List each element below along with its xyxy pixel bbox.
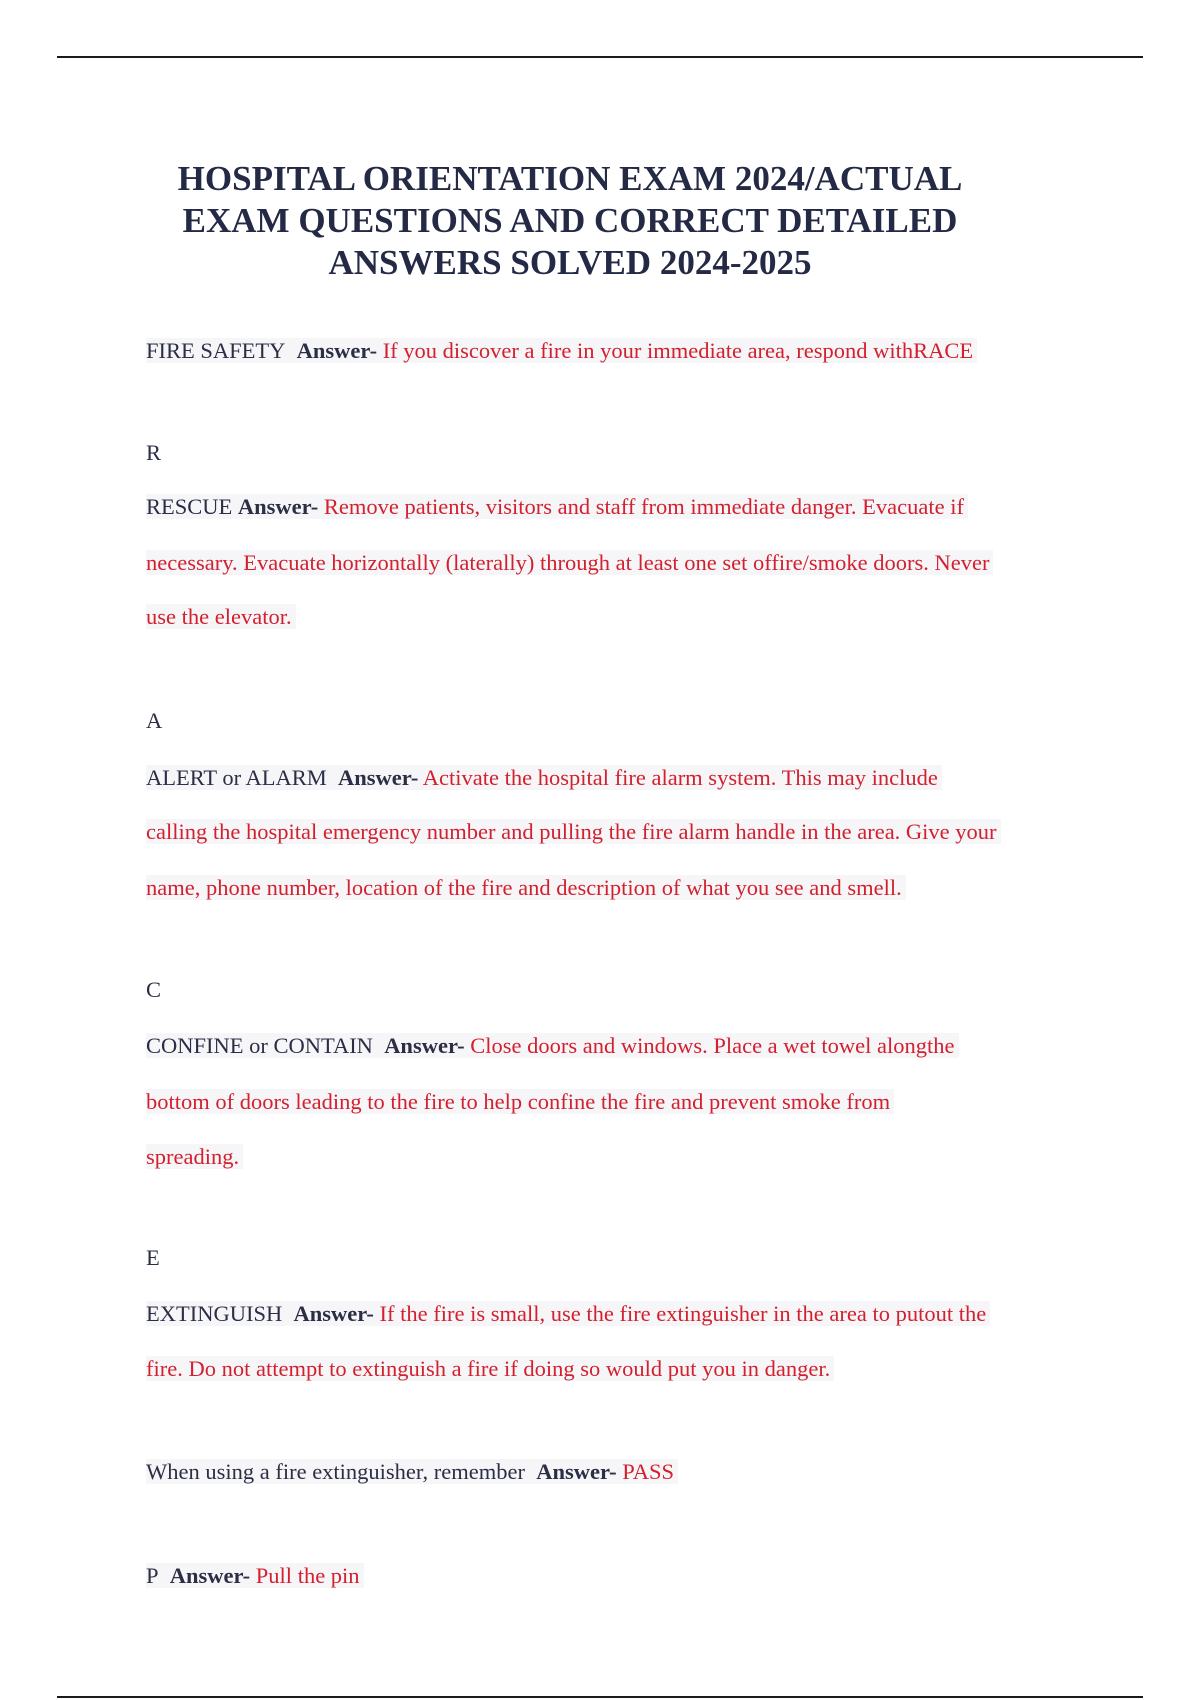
answer-text: Pull the pin xyxy=(255,1563,360,1588)
letter-a: A xyxy=(146,708,163,733)
qa-rescue-cont-2: use the elevator. xyxy=(146,602,296,632)
letter-c: C xyxy=(146,977,162,1002)
question-text: FIRE SAFETY xyxy=(146,338,286,363)
qa-confine-cont-2: spreading. xyxy=(146,1142,243,1172)
answer-text: If the fire is small, use the fire extinguisher in the area to putout the xyxy=(379,1301,987,1326)
answer-text: Activate the hospital fire alarm system. This may include xyxy=(422,765,938,790)
title-line-1: HOSPITAL ORIENTATION EXAM 2024/ACTUAL xyxy=(177,159,963,198)
answer-text: Remove patients, visitors and staff from immediate danger. Evacuate if xyxy=(323,494,964,519)
question-text: When using a fire extinguisher, remember xyxy=(146,1459,525,1484)
letter-r: R xyxy=(146,440,162,465)
question-text: CONFINE or CONTAIN xyxy=(146,1033,373,1058)
qa-alert-cont-1: calling the hospital emergency number and pulling the fire alarm handle in the area. Give your xyxy=(146,817,1001,847)
answer-label: Answer xyxy=(296,338,370,363)
answer-label: Answer xyxy=(536,1459,610,1484)
qa-rescue-cont-1: necessary. Evacuate horizontally (laterally) through at least one set offire/smoke doors. Never xyxy=(146,548,993,578)
document-title xyxy=(140,158,1000,284)
qa-extinguish-cont-1: fire. Do not attempt to extinguish a fire if doing so would put you in danger. xyxy=(146,1354,834,1384)
question-text: EXTINGUISH xyxy=(146,1301,283,1326)
answer-text: PASS xyxy=(622,1459,674,1484)
bottom-rule xyxy=(57,1696,1143,1698)
answer-label: Answer xyxy=(169,1563,243,1588)
qa-p: P Answer- Pull the pin xyxy=(146,1561,364,1591)
qa-confine: CONFINE or CONTAIN Answer- Close doors and windows. Place a wet towel alongthe xyxy=(146,1031,959,1061)
answer-label: Answer xyxy=(384,1033,458,1058)
answer-label: Answer xyxy=(237,494,311,519)
letter-e: E xyxy=(146,1245,160,1270)
qa-extinguish: EXTINGUISH Answer- If the fire is small, use the fire extinguisher in the area to putout the xyxy=(146,1299,990,1329)
qa-extinguisher-pass: When using a fire extinguisher, remember Answer- PASS xyxy=(146,1457,678,1487)
answer-text: Close doors and windows. Place a wet towel alongthe xyxy=(470,1033,955,1058)
title-line-3: ANSWERS SOLVED 2024-2025 xyxy=(328,243,812,282)
question-text: P xyxy=(146,1563,159,1588)
question-text: ALERT or ALARM xyxy=(146,765,327,790)
top-rule xyxy=(57,56,1143,58)
answer-text: If you discover a fire in your immediate area, respond withRACE xyxy=(382,338,974,363)
qa-rescue: RESCUE Answer- Remove patients, visitors and staff from immediate danger. Evacuate if xyxy=(146,492,968,522)
question-text: RESCUE xyxy=(146,494,233,519)
qa-fire-safety: FIRE SAFETY Answer- If you discover a fire in your immediate area, respond withRACE xyxy=(146,336,977,366)
qa-alert-cont-2: name, phone number, location of the fire and description of what you see and smell. xyxy=(146,873,906,903)
qa-alert: ALERT or ALARM Answer- Activate the hospital fire alarm system. This may include xyxy=(146,763,942,793)
title-line-2: EXAM QUESTIONS AND CORRECT DETAILED xyxy=(182,201,958,240)
answer-label: Answer xyxy=(293,1301,367,1326)
qa-confine-cont-1: bottom of doors leading to the fire to help confine the fire and prevent smoke from xyxy=(146,1087,894,1117)
answer-label: Answer xyxy=(338,765,411,790)
